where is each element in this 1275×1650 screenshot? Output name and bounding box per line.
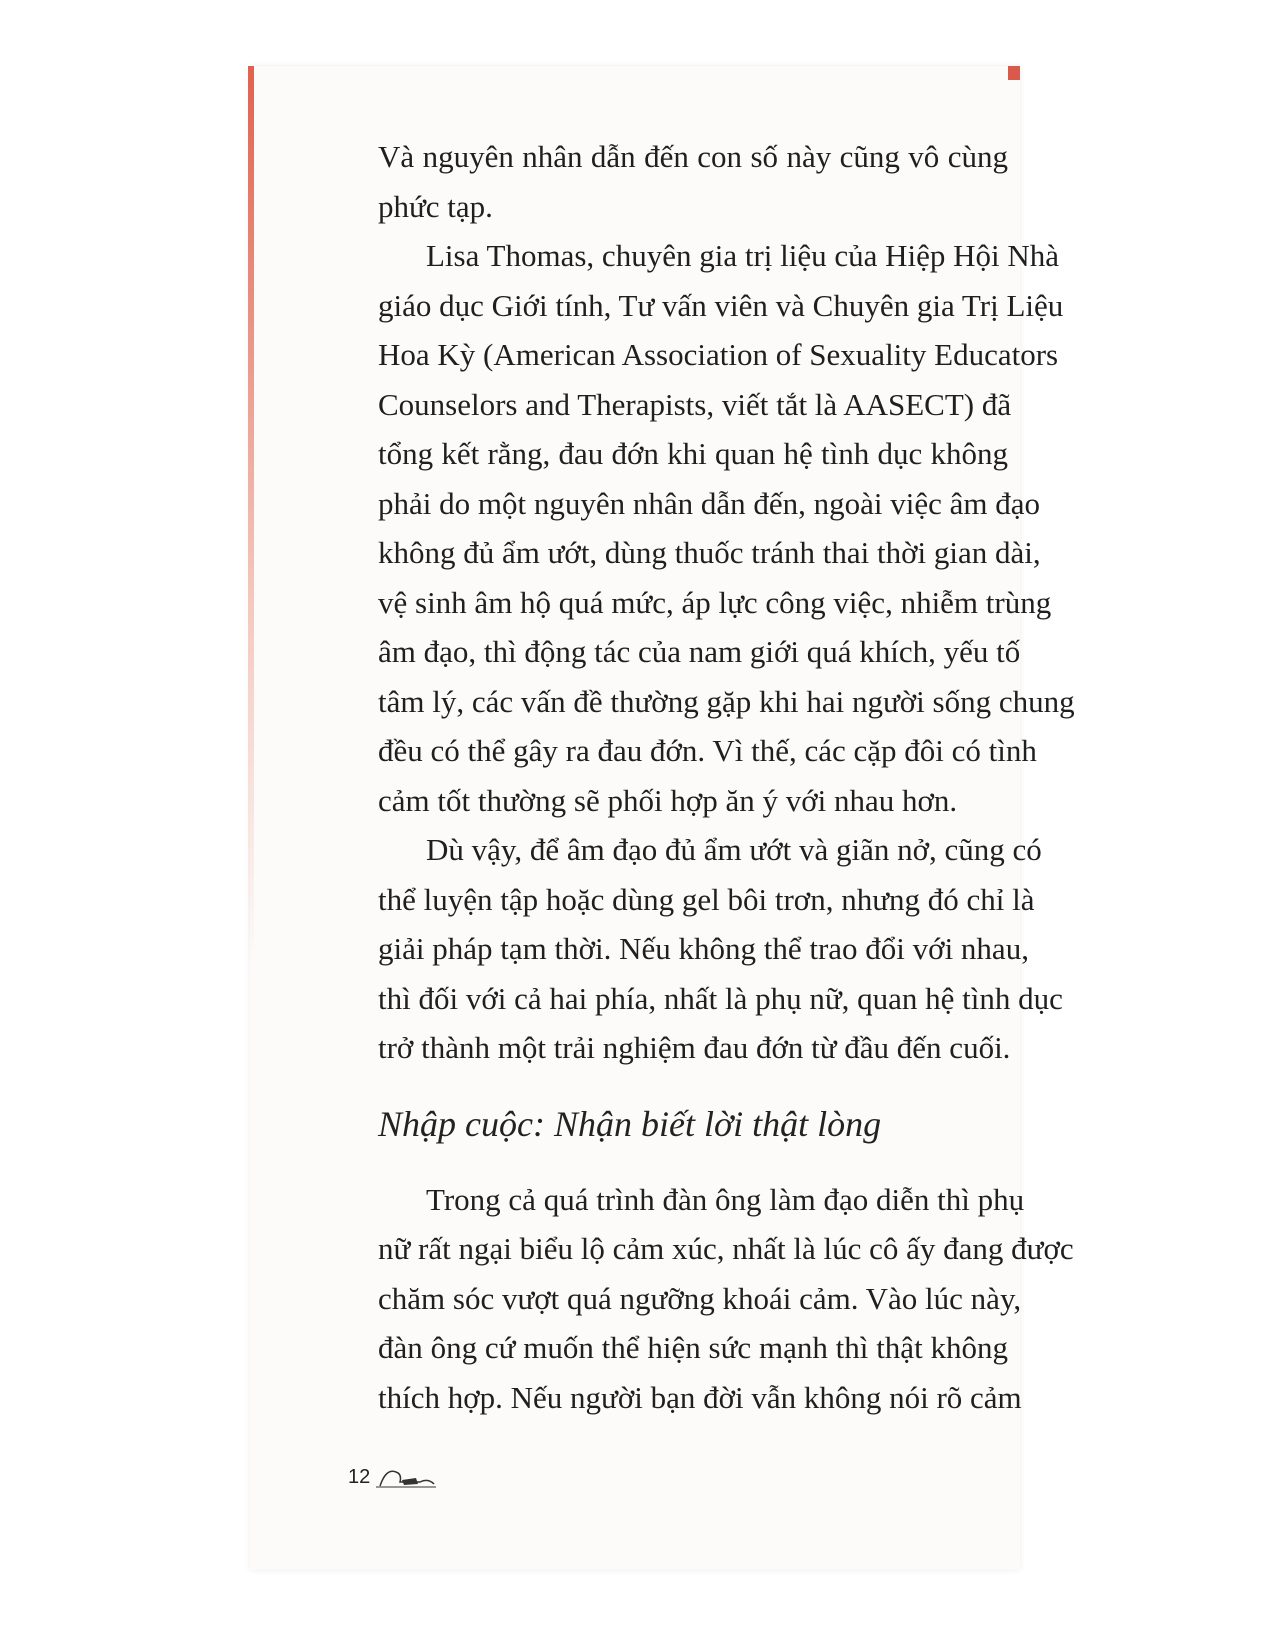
text-line: phải do một nguyên nhân dẫn đến, ngoài việc âm đạo (378, 485, 1041, 521)
text-line: Dù vậy, để âm đạo đủ ẩm ướt và giãn nở, cũng có (426, 832, 1042, 867)
text-line: trở thành một trải nghiệm đau đớn từ đầu đến cuối. (378, 1030, 1011, 1065)
text-line: đều có thể gây ra đau đớn. Vì thế, các cặp đôi có tình (378, 733, 1037, 768)
text-line: Hoa Kỳ (American Association of Sexuality Educators (378, 337, 1059, 372)
text-line: thích hợp. Nếu người bạn đời vẫn không nói rõ cảm (378, 1379, 1022, 1415)
text-line: đàn ông cứ muốn thể hiện sức mạnh thì thật không (378, 1330, 1008, 1365)
text-line: Trong cả quá trình đàn ông làm đạo diễn thì phụ (426, 1181, 1025, 1217)
body-text (378, 132, 1075, 1422)
text-line: giáo dục Giới tính, Tư vấn viên và Chuyên gia Trị Liệu (378, 287, 1064, 323)
text-line: Counselors and Therapists, viết tắt là AASECT) đã (378, 386, 1012, 422)
page-edge-stripe (248, 66, 254, 966)
text-line: giải pháp tạm thời. Nếu không thể trao đổi với nhau, (378, 931, 1029, 966)
page-number: 12 (348, 1465, 371, 1488)
text-line: Lisa Thomas, chuyên gia trị liệu của Hiệp Hội Nhà (426, 238, 1060, 273)
page-corner-mark (1008, 66, 1020, 80)
text-line: Và nguyên nhân dẫn đến con số này cũng vô cùng (378, 139, 1008, 174)
text-line: phức tạp. (378, 188, 493, 224)
decorative-ornament-icon (376, 1464, 438, 1490)
page-footer (348, 1464, 438, 1490)
text-line: tổng kết rằng, đau đớn khi quan hệ tình dục không (378, 436, 1008, 471)
text-line: tâm lý, các vấn đề thường gặp khi hai người sống chung (378, 683, 1075, 719)
text-line: không đủ ẩm ướt, dùng thuốc tránh thai thời gian dài, (378, 535, 1041, 570)
text-line: âm đạo, thì động tác của nam giới quá khích, yếu tố (378, 634, 1021, 669)
text-line: chăm sóc vượt quá ngưỡng khoái cảm. Vào lúc này, (378, 1280, 1022, 1316)
section-heading: Nhập cuộc: Nhận biết lời thật lòng (378, 1103, 882, 1144)
text-line: cảm tốt thường sẽ phối hợp ăn ý với nhau hơn. (378, 782, 958, 818)
text-line: nữ rất ngại biểu lộ cảm xúc, nhất là lúc cô ấy đang được (378, 1231, 1074, 1266)
text-line: vệ sinh âm hộ quá mức, áp lực công việc, nhiễm trùng (378, 584, 1052, 620)
text-line: thì đối với cả hai phía, nhất là phụ nữ, quan hệ tình dục (378, 980, 1063, 1016)
text-line: thể luyện tập hoặc dùng gel bôi trơn, nhưng đó chỉ là (378, 881, 1035, 917)
